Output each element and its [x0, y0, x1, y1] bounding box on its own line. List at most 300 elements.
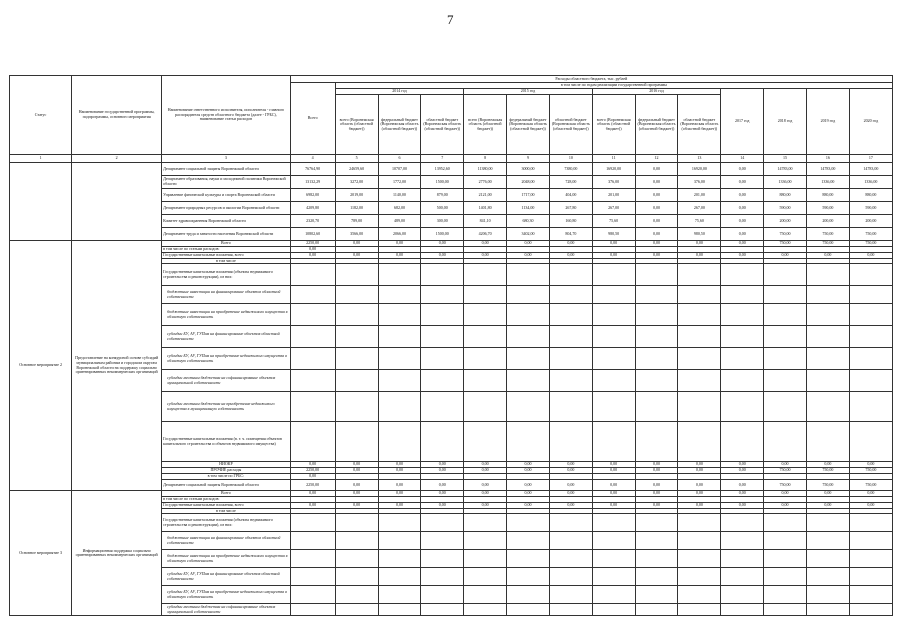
row-label: НИОКР	[162, 462, 291, 468]
empty-cell	[721, 348, 764, 370]
value-cell: 0,00	[635, 176, 678, 189]
empty-cell	[464, 550, 507, 568]
value-cell: 489,00	[378, 215, 421, 228]
value-cell: 1401,80	[464, 202, 507, 215]
empty-cell	[335, 326, 378, 348]
empty-cell	[678, 304, 721, 326]
empty-cell	[507, 514, 550, 532]
empty-cell	[464, 568, 507, 586]
empty-cell	[764, 326, 807, 348]
value-cell: 2066,00	[378, 228, 421, 241]
value-cell: 200,00	[849, 215, 892, 228]
empty-cell	[678, 326, 721, 348]
value-cell: 0,00	[678, 480, 721, 491]
empty-cell	[335, 348, 378, 370]
row-label: бюджетные инвестиции на приобретение недвижимого имущества в областную собственность	[162, 550, 291, 568]
value-cell: 3000,00	[507, 163, 550, 176]
value-cell: 0,00	[721, 252, 764, 258]
empty-cell	[290, 348, 335, 370]
empty-cell	[849, 370, 892, 392]
column-number: 13	[678, 155, 721, 163]
value-cell: 0,00	[721, 462, 764, 468]
header-2016-regional: областной бюджет (Воронежская область (областной бюджет))	[678, 95, 721, 155]
value-cell: 0,00	[721, 176, 764, 189]
empty-cell	[721, 514, 764, 532]
empty-cell	[290, 370, 335, 392]
value-cell: 0,00	[764, 252, 807, 258]
empty-cell	[290, 514, 335, 532]
empty-cell	[378, 326, 421, 348]
header-total: Всего	[290, 83, 335, 155]
value-cell: 0,00	[335, 491, 378, 497]
empty-cell	[635, 604, 678, 616]
empty-cell	[678, 370, 721, 392]
empty-cell	[549, 514, 592, 532]
department-name: Департамент природных ресурсов и экологии Воронежской области	[162, 202, 291, 215]
value-cell: 0,00	[721, 491, 764, 497]
value-cell: 0,00	[764, 491, 807, 497]
empty-cell	[290, 392, 335, 422]
value-cell: 0,00	[635, 462, 678, 468]
column-number: 16	[806, 155, 849, 163]
empty-cell	[592, 514, 635, 532]
value-cell: 0,00	[549, 491, 592, 497]
empty-cell	[806, 348, 849, 370]
empty-cell	[764, 348, 807, 370]
empty-cell	[507, 348, 550, 370]
empty-cell	[421, 514, 464, 532]
empty-cell	[635, 286, 678, 304]
value-cell: 3566,00	[335, 228, 378, 241]
empty-cell	[507, 532, 550, 550]
empty-cell	[721, 286, 764, 304]
value-cell: 2250,00	[290, 468, 335, 474]
empty-cell	[507, 264, 550, 286]
empty-cell	[806, 532, 849, 550]
value-cell: 0,00	[421, 252, 464, 258]
value-cell: 0,00	[378, 462, 421, 468]
empty-cell	[378, 348, 421, 370]
value-cell: 0,00	[721, 480, 764, 491]
value-cell: 0,00	[721, 502, 764, 508]
row-label: Всего	[162, 241, 291, 247]
empty-cell	[290, 568, 335, 586]
value-cell: 0,00	[549, 462, 592, 468]
empty-cell	[335, 514, 378, 532]
value-cell: 0,00	[290, 502, 335, 508]
header-status: Статус	[10, 76, 72, 155]
value-cell: 24659,60	[335, 163, 378, 176]
empty-cell	[421, 550, 464, 568]
empty-cell	[806, 422, 849, 462]
row-label: Государственные капитальные вложения (объекты недвижимого строительства и реконструкции), из них:	[162, 264, 291, 286]
empty-cell	[849, 422, 892, 462]
value-cell: 0,00	[635, 502, 678, 508]
value-cell: 404,00	[549, 189, 592, 202]
value-cell: 728,00	[549, 176, 592, 189]
column-number: 6	[378, 155, 421, 163]
value-cell: 750,00	[849, 468, 892, 474]
value-cell: 1182,00	[335, 202, 378, 215]
empty-cell	[421, 392, 464, 422]
value-cell: 0,00	[678, 462, 721, 468]
value-cell: 0,00	[549, 468, 592, 474]
page-number: 7	[447, 12, 454, 27]
value-cell: 376,00	[678, 176, 721, 189]
value-cell: 0,00	[421, 462, 464, 468]
empty-cell	[721, 264, 764, 286]
value-cell: 13952,60	[421, 163, 464, 176]
value-cell: 0,00	[290, 474, 335, 480]
empty-cell	[764, 568, 807, 586]
empty-cell	[421, 264, 464, 286]
empty-cell	[549, 532, 592, 550]
value-cell: 0,00	[335, 252, 378, 258]
row-label: Государственные капитальные вложения (объекты недвижимого строительства и реконструкции), из них:	[162, 514, 291, 532]
empty-cell	[849, 348, 892, 370]
empty-cell	[764, 286, 807, 304]
value-cell: 1717,00	[507, 189, 550, 202]
row-label: субсидии местным бюджетам на приобретение недвижимого имущества в муниципальную собственность	[162, 392, 291, 422]
row-label: бюджетные инвестиции на приобретение недвижимого имущества в областную собственность	[162, 304, 291, 326]
empty-cell	[849, 604, 892, 616]
empty-cell	[507, 550, 550, 568]
value-cell: 0,00	[421, 468, 464, 474]
value-cell: 0,00	[378, 480, 421, 491]
row-label: Всего	[162, 491, 291, 497]
empty-cell	[806, 568, 849, 586]
empty-cell	[507, 392, 550, 422]
empty-cell	[721, 304, 764, 326]
value-cell: 16920,00	[592, 163, 635, 176]
empty-cell	[549, 264, 592, 286]
value-cell: 880,00	[849, 189, 892, 202]
empty-cell	[378, 264, 421, 286]
empty-cell	[421, 568, 464, 586]
department-name: Департамент социальной защиты Воронежской области	[162, 480, 291, 491]
value-cell: 13132,29	[290, 176, 335, 189]
empty-cell	[592, 304, 635, 326]
value-cell: 0,00	[635, 202, 678, 215]
empty-cell	[464, 586, 507, 604]
empty-cell	[378, 604, 421, 616]
header-2016-total: всего (Воронежская область (областной бюджет))	[592, 95, 635, 155]
empty-cell	[290, 604, 335, 616]
empty-cell	[507, 286, 550, 304]
empty-cell	[464, 304, 507, 326]
empty-cell	[464, 286, 507, 304]
value-cell: 1336,00	[764, 176, 807, 189]
value-cell: 0,00	[635, 491, 678, 497]
value-cell: 880,00	[806, 189, 849, 202]
value-cell: 0,00	[849, 502, 892, 508]
empty-cell	[592, 392, 635, 422]
row-label: Государственные капитальные вложения, всего	[162, 252, 291, 258]
empty-cell	[421, 422, 464, 462]
column-number: 2	[72, 155, 162, 163]
value-cell: 14783,00	[806, 163, 849, 176]
empty-cell	[335, 604, 378, 616]
header-2014-regional: областной бюджет (Воронежская область (областной бюджет))	[421, 95, 464, 155]
row-label: в том числе по ГРБС:	[162, 474, 291, 480]
value-cell: 0,00	[549, 241, 592, 247]
empty-cell	[421, 586, 464, 604]
empty-cell	[764, 370, 807, 392]
value-cell: 750,00	[764, 468, 807, 474]
value-cell: 14783,00	[849, 163, 892, 176]
column-number: 1	[10, 155, 72, 163]
event-status: Основное мероприятие 3	[10, 491, 72, 616]
empty-cell	[378, 532, 421, 550]
header-2020: 2020 год	[849, 89, 892, 155]
empty-cell	[335, 286, 378, 304]
empty-cell	[678, 604, 721, 616]
department-name: Департамент образования, науки и молодежной политики Воронежской области	[162, 176, 291, 189]
value-cell: 0,00	[764, 502, 807, 508]
value-cell: 2048,00	[507, 176, 550, 189]
empty-cell	[549, 550, 592, 568]
value-cell: 1336,00	[849, 176, 892, 189]
value-cell: 7380,00	[549, 163, 592, 176]
value-cell: 0,00	[592, 252, 635, 258]
empty-cell	[592, 286, 635, 304]
empty-cell	[378, 514, 421, 532]
header-executor: Наименование ответственного исполнителя, исполнителя - главного распорядителя средств областного бюджета (далее - ГРБС), наименование статьи расходов	[162, 76, 291, 155]
empty-cell	[635, 532, 678, 550]
value-cell: 2019,00	[335, 189, 378, 202]
value-cell: 0,00	[507, 462, 550, 468]
value-cell: 1140,00	[378, 189, 421, 202]
value-cell: 0,00	[678, 468, 721, 474]
empty-cell	[335, 370, 378, 392]
value-cell: 4206,70	[464, 228, 507, 241]
empty-cell	[806, 392, 849, 422]
value-cell: 0,00	[335, 480, 378, 491]
empty-cell	[849, 264, 892, 286]
empty-cell	[849, 392, 892, 422]
empty-cell	[290, 264, 335, 286]
value-cell: 0,00	[507, 491, 550, 497]
empty-cell	[464, 392, 507, 422]
empty-cell	[507, 326, 550, 348]
empty-cell	[678, 348, 721, 370]
empty-cell	[378, 392, 421, 422]
empty-cell	[721, 604, 764, 616]
empty-cell	[678, 264, 721, 286]
header-2019: 2019 год	[806, 89, 849, 155]
empty-cell	[721, 532, 764, 550]
empty-cell	[678, 514, 721, 532]
value-cell: 0,00	[678, 491, 721, 497]
column-number: 3	[162, 155, 291, 163]
column-number: 7	[421, 155, 464, 163]
empty-cell	[421, 286, 464, 304]
value-cell: 980,50	[592, 228, 635, 241]
row-label: субсидии БУ, АУ, ГУПам на финансирование объектов областной собственности	[162, 326, 291, 348]
value-cell: 0,00	[464, 462, 507, 468]
empty-cell	[592, 532, 635, 550]
value-cell: 0,00	[635, 241, 678, 247]
empty-cell	[549, 392, 592, 422]
empty-cell	[635, 326, 678, 348]
value-cell: 0,00	[806, 252, 849, 258]
empty-cell	[378, 370, 421, 392]
value-cell: 0,00	[378, 491, 421, 497]
value-cell: 0,00	[464, 480, 507, 491]
empty-cell	[290, 326, 335, 348]
header-by-year: в том числе по годам реализации государственной программы	[335, 83, 892, 89]
header-2015: 2015 год	[464, 89, 593, 95]
value-cell: 0,00	[290, 462, 335, 468]
value-cell: 0,00	[378, 468, 421, 474]
value-cell: 0,00	[592, 480, 635, 491]
value-cell: 3402,00	[507, 228, 550, 241]
event-name: Предоставление на конкурсной основе субсидий муниципальным районам и городским округам Воронежской области на поддержку социально ориентированных некоммерческих организаций	[72, 241, 162, 491]
value-cell: 0,00	[678, 241, 721, 247]
value-cell: 0,00	[635, 468, 678, 474]
empty-cell	[290, 286, 335, 304]
value-cell: 3272,00	[335, 176, 378, 189]
empty-cell	[335, 264, 378, 286]
row-label: субсидии местным бюджетам на софинансирование объектов муниципальной собственности	[162, 370, 291, 392]
value-cell: 879,00	[421, 189, 464, 202]
row-label: бюджетные инвестиции на финансирование объектов областной собственности	[162, 286, 291, 304]
empty-cell	[849, 326, 892, 348]
empty-cell	[678, 532, 721, 550]
value-cell: 2121,00	[464, 189, 507, 202]
empty-cell	[421, 304, 464, 326]
value-cell: 6982,00	[290, 189, 335, 202]
empty-cell	[806, 604, 849, 616]
header-2018: 2018 год	[764, 89, 807, 155]
budget-table	[9, 75, 893, 616]
value-cell: 590,00	[849, 202, 892, 215]
value-cell: 789,00	[335, 215, 378, 228]
empty-cell	[290, 304, 335, 326]
empty-cell	[549, 286, 592, 304]
empty-cell	[592, 370, 635, 392]
empty-cell	[549, 348, 592, 370]
value-cell: 680,30	[507, 215, 550, 228]
value-cell: 300,00	[421, 215, 464, 228]
row-label: в том числе по статьям расходов:	[162, 247, 291, 253]
value-cell: 0,00	[721, 189, 764, 202]
empty-cell	[464, 264, 507, 286]
header-program: Наименование государственной программы, подпрограммы, основного мероприятия	[72, 76, 162, 155]
empty-cell	[507, 604, 550, 616]
value-cell: 0,00	[290, 247, 335, 253]
value-cell: 0,00	[507, 252, 550, 258]
value-cell: 2320,70	[290, 215, 335, 228]
header-2017: 2017 год	[721, 89, 764, 155]
empty-cell	[290, 586, 335, 604]
empty-cell	[635, 370, 678, 392]
value-cell: 0,00	[592, 491, 635, 497]
empty-cell	[507, 568, 550, 586]
value-cell: 11380,00	[464, 163, 507, 176]
header-2014-federal: федеральный бюджет (Воронежская область (областной бюджет))	[378, 95, 421, 155]
value-cell: 0,00	[507, 502, 550, 508]
empty-cell	[678, 568, 721, 586]
column-number: 17	[849, 155, 892, 163]
empty-cell	[764, 304, 807, 326]
event-name: Информационная поддержка социально ориентированных некоммерческих организаций	[72, 491, 162, 616]
program-cell	[72, 163, 162, 241]
row-label: субсидии БУ, АУ, ГУПам на финансирование объектов областной собственности	[162, 568, 291, 586]
value-cell: 2776,00	[464, 176, 507, 189]
value-cell: 0,00	[806, 491, 849, 497]
empty-cell	[849, 550, 892, 568]
empty-cell	[335, 568, 378, 586]
empty-cell	[507, 586, 550, 604]
empty-cell	[635, 586, 678, 604]
empty-cell	[806, 550, 849, 568]
empty-cell	[421, 348, 464, 370]
value-cell: 0,00	[335, 468, 378, 474]
value-cell: 590,00	[764, 202, 807, 215]
empty-cell	[378, 422, 421, 462]
value-cell: 0,00	[635, 163, 678, 176]
value-cell: 980,50	[678, 228, 721, 241]
empty-cell	[592, 586, 635, 604]
empty-cell	[549, 422, 592, 462]
header-2014: 2014 год	[335, 89, 464, 95]
empty-cell	[549, 370, 592, 392]
value-cell: 1500,00	[421, 228, 464, 241]
value-cell: 0,00	[592, 502, 635, 508]
value-cell: 0,00	[592, 241, 635, 247]
value-cell: 0,00	[464, 468, 507, 474]
row-label: субсидии БУ, АУ, ГУПам на приобретение недвижимого имущества в областную собственность	[162, 586, 291, 604]
empty-cell	[764, 604, 807, 616]
empty-cell	[549, 304, 592, 326]
column-number: 12	[635, 155, 678, 163]
value-cell: 1772,00	[378, 176, 421, 189]
empty-cell	[806, 286, 849, 304]
value-cell: 0,00	[290, 491, 335, 497]
empty-cell	[549, 326, 592, 348]
empty-cell	[290, 422, 335, 462]
value-cell: 750,00	[849, 480, 892, 491]
value-cell: 0,00	[721, 241, 764, 247]
empty-cell	[635, 264, 678, 286]
value-cell: 750,00	[849, 228, 892, 241]
column-number: 5	[335, 155, 378, 163]
empty-cell	[678, 550, 721, 568]
value-cell: 0,00	[378, 252, 421, 258]
value-cell: 1134,00	[507, 202, 550, 215]
row-label: в том числе	[162, 258, 291, 264]
empty-cell	[635, 348, 678, 370]
row-label: Государственные капитальные вложения, всего	[162, 502, 291, 508]
value-cell: 1336,00	[806, 176, 849, 189]
empty-cell	[592, 422, 635, 462]
value-cell: 0,00	[507, 480, 550, 491]
empty-cell	[464, 326, 507, 348]
empty-cell	[806, 370, 849, 392]
empty-cell	[635, 392, 678, 422]
value-cell: 0,00	[806, 502, 849, 508]
value-cell: 267,00	[678, 202, 721, 215]
empty-cell	[335, 304, 378, 326]
empty-cell	[806, 264, 849, 286]
value-cell: 76764,90	[290, 163, 335, 176]
header-2016-federal: федеральный бюджет (Воронежская область (областной бюджет))	[635, 95, 678, 155]
column-number: 4	[290, 155, 335, 163]
value-cell: 200,00	[806, 215, 849, 228]
header-budget-title: Расходы областного бюджета, тыс. рублей	[290, 76, 892, 83]
empty-cell	[764, 264, 807, 286]
